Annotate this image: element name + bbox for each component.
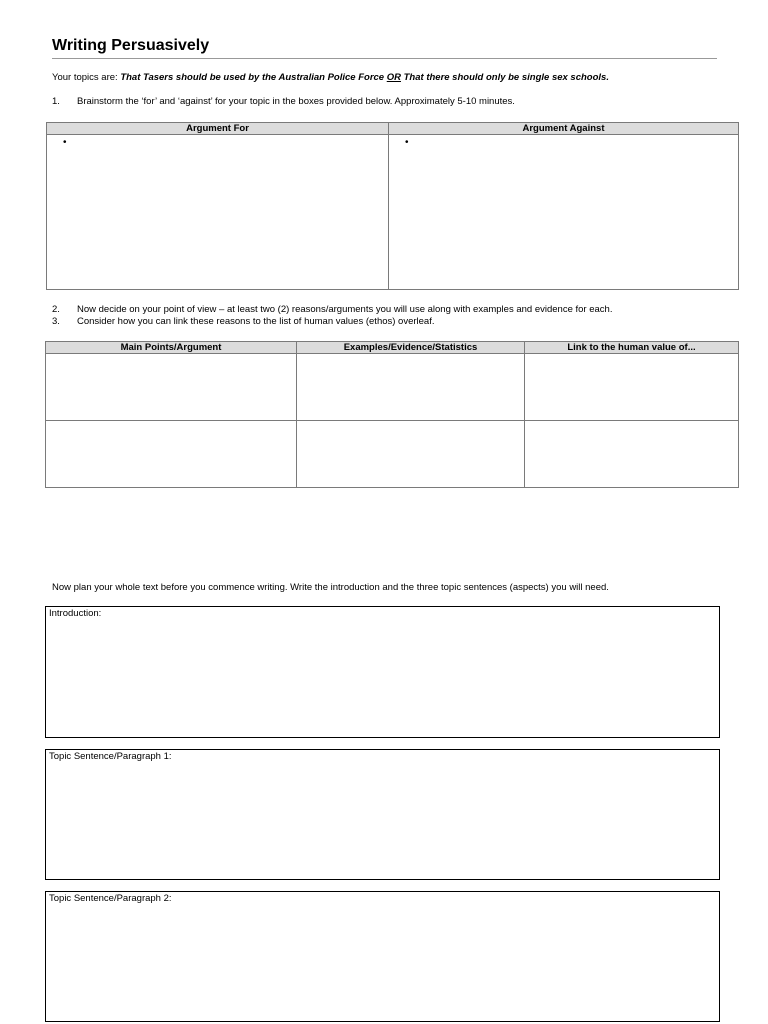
paragraph-1-label: Topic Sentence/Paragraph 1:: [49, 751, 172, 762]
instruction-1-number: 1.: [52, 96, 60, 107]
topic-or: OR: [386, 72, 401, 83]
topic-1: That Tasers should be used by the Australian Police Force: [120, 72, 387, 83]
topic-2: That there should only be single sex schools.: [400, 72, 609, 83]
instruction-2: [52, 304, 612, 316]
topics-line: [52, 72, 609, 84]
argument-for-cell[interactable]: [47, 135, 389, 290]
instruction-3: [52, 316, 435, 328]
plan-instruction: Now plan your whole text before you commence writing. Write the introduction and the three topic sentences (aspects) you will need.: [52, 582, 609, 593]
bullet-point: •: [63, 137, 67, 148]
main-point-cell[interactable]: [46, 354, 297, 421]
argument-against-header: Argument Against: [389, 123, 739, 135]
paragraph-2-label: Topic Sentence/Paragraph 2:: [49, 893, 172, 904]
introduction-box[interactable]: [45, 606, 720, 738]
instruction-3-text: Consider how you can link these reasons to the list of human values (ethos) overleaf.: [77, 316, 435, 327]
introduction-label: Introduction:: [49, 608, 102, 619]
instruction-3-number: 3.: [52, 316, 60, 327]
instruction-2-text: Now decide on your point of view – at least two (2) reasons/arguments you will use along with examples and evidence for each.: [77, 304, 613, 315]
topics-prefix: Your topics are:: [52, 72, 121, 83]
argument-against-cell[interactable]: [389, 135, 739, 290]
bullet-point: •: [405, 137, 409, 148]
points-table: [45, 341, 739, 488]
instruction-2-number: 2.: [52, 304, 60, 315]
examples-cell[interactable]: [297, 421, 525, 488]
page-title: Writing Persuasively: [52, 37, 210, 54]
argument-for-header: Argument For: [47, 123, 389, 135]
main-point-cell[interactable]: [46, 421, 297, 488]
paragraph-1-box[interactable]: [45, 749, 720, 880]
arguments-table: [46, 122, 739, 290]
main-points-header: Main Points/Argument: [46, 342, 297, 354]
examples-header: Examples/Evidence/Statistics: [297, 342, 525, 354]
paragraph-2-box[interactable]: [45, 891, 720, 1022]
title-divider: [52, 58, 717, 59]
instruction-1-text: Brainstorm the ‘for’ and ‘against’ for your topic in the boxes provided below. Approximately 5-10 minutes.: [77, 96, 515, 107]
instruction-1: [52, 96, 515, 108]
human-value-header: Link to the human value of...: [525, 342, 739, 354]
human-value-cell[interactable]: [525, 421, 739, 488]
human-value-cell[interactable]: [525, 354, 739, 421]
examples-cell[interactable]: [297, 354, 525, 421]
